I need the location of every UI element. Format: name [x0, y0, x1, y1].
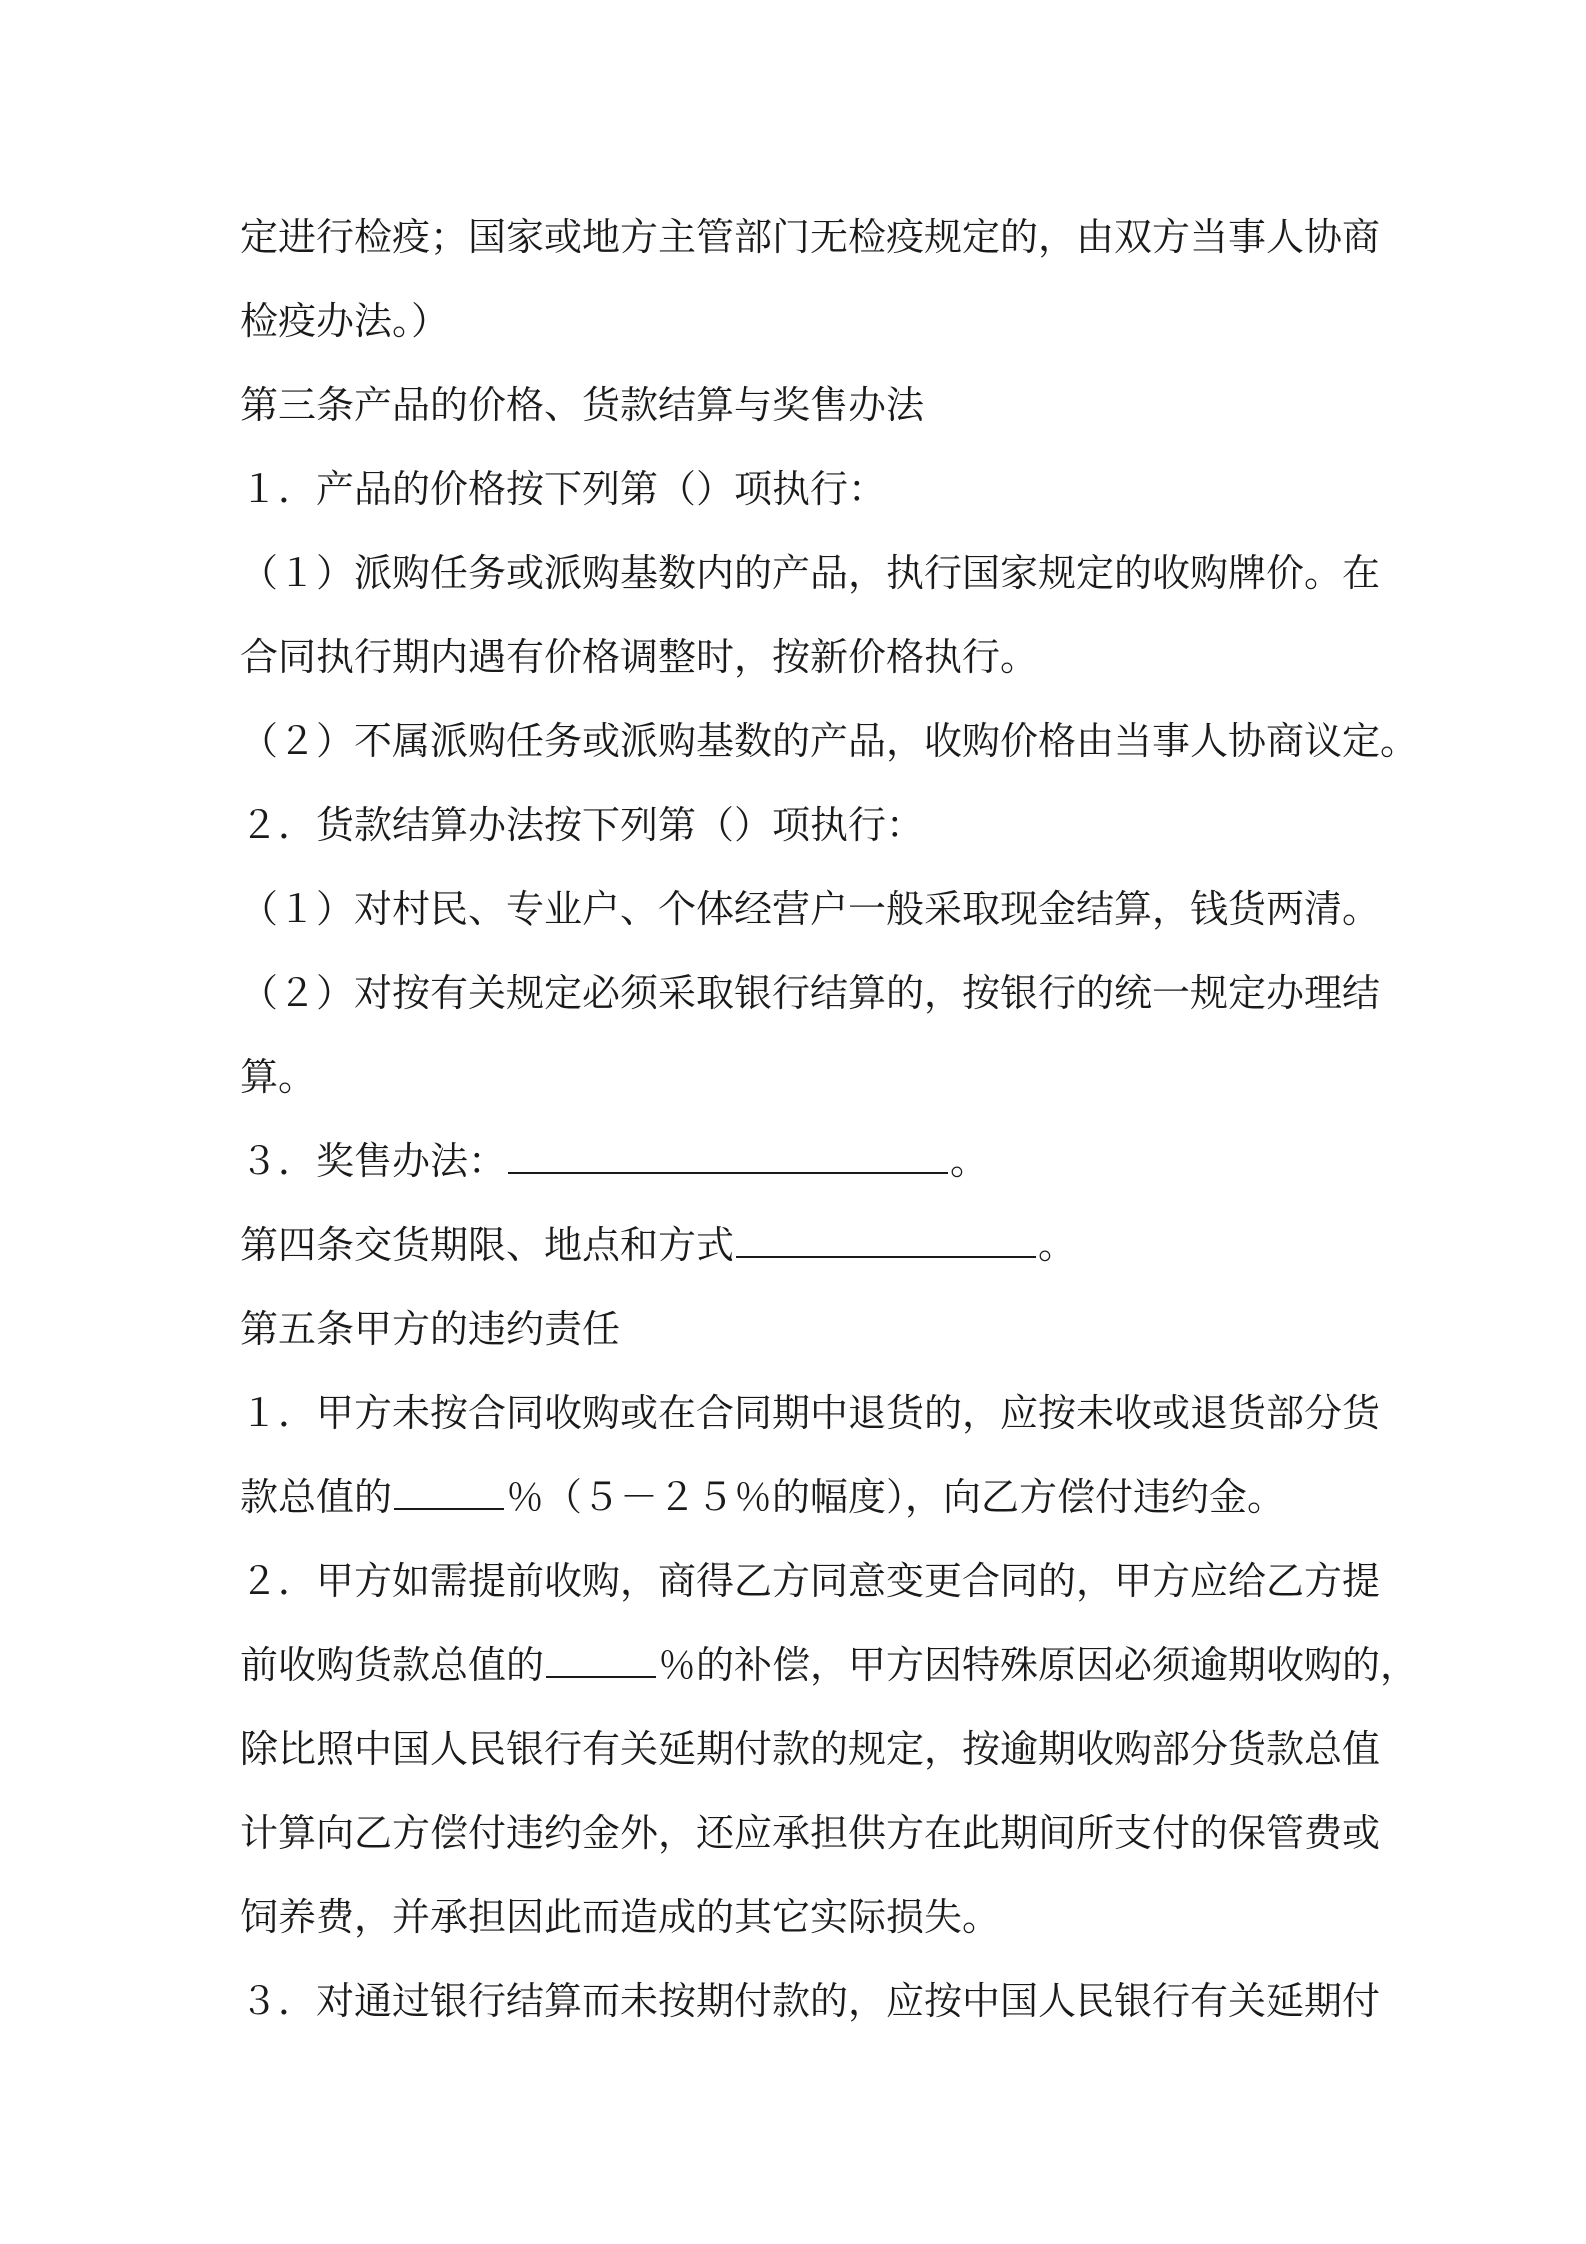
- compensation-percent-blank[interactable]: [546, 1642, 656, 1678]
- sales-method-end: 。: [950, 1139, 989, 1183]
- text-line-10: （２）对按有关规定必须采取银行结算的，按银行的统一规定办理结: [240, 971, 1381, 1015]
- text-line-20: 计算向乙方偿付违约金外，还应承担供方在此期间所支付的保管费或: [240, 1811, 1381, 1855]
- text-line-11: 算。: [240, 1055, 317, 1099]
- text-line-21: 饲养费，并承担因此而造成的其它实际损失。: [240, 1895, 1001, 1939]
- text-line-16: [240, 1455, 1370, 1539]
- text-line-5: （１）派购任务或派购基数内的产品，执行国家规定的收购牌价。在: [240, 551, 1381, 595]
- text-line-12: [240, 1119, 1370, 1203]
- text-line-19: 除比照中国人民银行有关延期付款的规定，按逾期收购部分货款总值: [240, 1727, 1381, 1771]
- penalty-label: 款总值的: [240, 1475, 393, 1519]
- text-line-7: （２）不属派购任务或派购基数的产品，收购价格由当事人协商议定。: [240, 719, 1419, 763]
- text-line-15: １．甲方未按合同收购或在合同期中退货的，应按未收或退货部分货: [240, 1391, 1381, 1435]
- document-body: [240, 195, 1419, 2043]
- text-line-1: 定进行检疫；国家或地方主管部门无检疫规定的，由双方当事人协商: [240, 215, 1381, 259]
- delivery-label: 第四条交货期限、地点和方式: [240, 1223, 735, 1267]
- article-5-heading: 第五条甲方的违约责任: [240, 1307, 621, 1351]
- delivery-end: 。: [1038, 1223, 1077, 1267]
- text-line-22: ３．对通过银行结算而未按期付款的，应按中国人民银行有关延期付: [240, 1979, 1381, 2023]
- penalty-percent-blank[interactable]: [394, 1474, 504, 1510]
- compensation-rest: ％的补偿，甲方因特殊原因必须逾期收购的，: [658, 1643, 1419, 1687]
- text-line-6: 合同执行期内遇有价格调整时，按新价格执行。: [240, 635, 1039, 679]
- article-4-heading: [240, 1203, 1370, 1287]
- text-line-2: 检疫办法。）: [240, 299, 450, 343]
- text-line-8: ２．货款结算办法按下列第（）项执行：: [240, 803, 925, 847]
- article-3-heading: 第三条产品的价格、货款结算与奖售办法: [240, 383, 925, 427]
- sales-method-label: ３．奖售办法：: [240, 1139, 507, 1183]
- text-line-4: １．产品的价格按下列第（）项执行：: [240, 467, 887, 511]
- compensation-label: 前收购货款总值的: [240, 1643, 545, 1687]
- text-line-17: ２．甲方如需提前收购，商得乙方同意变更合同的，甲方应给乙方提: [240, 1559, 1381, 1603]
- text-line-18: [240, 1623, 1419, 1707]
- delivery-blank[interactable]: [736, 1222, 1036, 1258]
- text-line-9: （１）对村民、专业户、个体经营户一般采取现金结算，钱货两清。: [240, 887, 1381, 931]
- penalty-rest: ％（５－２５％的幅度），向乙方偿付违约金。: [506, 1475, 1286, 1519]
- sales-method-blank[interactable]: [508, 1138, 948, 1174]
